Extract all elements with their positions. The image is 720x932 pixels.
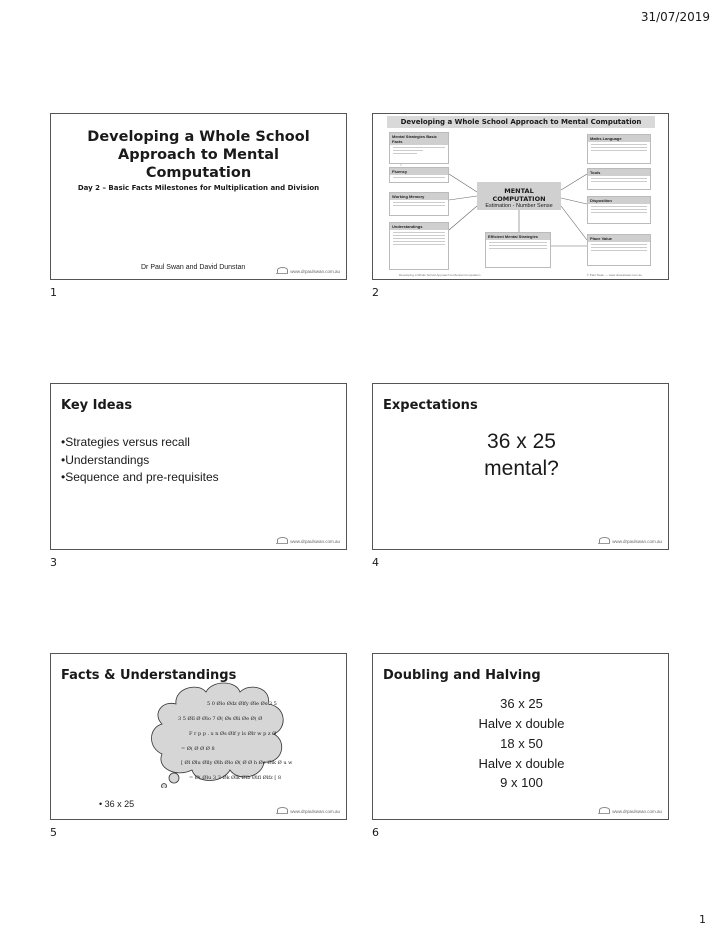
footer-url-text: www.drpaulswan.com.au xyxy=(290,268,340,274)
box-heading: Place Value xyxy=(588,235,650,242)
text-line xyxy=(489,245,547,246)
logo-icon xyxy=(598,808,610,814)
page-number: 1 xyxy=(699,913,706,926)
slide-4-heading: Expectations xyxy=(383,398,478,413)
text-line xyxy=(393,232,445,233)
text-line xyxy=(591,206,647,207)
text-line xyxy=(393,244,445,245)
box-heading: Fluency xyxy=(390,168,448,175)
expectation-expression: 36 x 25 xyxy=(487,430,556,453)
footer-url-text: www.drpaulswan.com.au xyxy=(612,538,662,544)
list-item: •Sequence and pre-requisites xyxy=(61,470,219,484)
text-line xyxy=(393,147,445,148)
box-heading: Maths Language xyxy=(588,135,650,142)
box-heading: Working Memory xyxy=(390,193,448,200)
footer-url xyxy=(276,808,340,814)
text-line xyxy=(591,147,647,148)
step-line-1: 36 x 25 xyxy=(500,696,543,711)
text-line xyxy=(393,150,423,151)
text-line xyxy=(591,181,647,182)
key-ideas-list xyxy=(61,434,219,487)
list-item: •Understandings xyxy=(61,452,150,467)
slide-number-4: 4 xyxy=(372,556,379,569)
text-line xyxy=(591,247,647,248)
cloud-line-5: [ Øl Ølu Ølly Ølh Ølo Ø( Ø Ø h Øe Ølk Ø u w xyxy=(181,760,293,766)
cloud-line-4: = Ø( Ø Ø Ø 8 xyxy=(181,746,215,752)
box-mental-strategies xyxy=(389,132,449,164)
slide-5 xyxy=(50,653,347,820)
slide-2 xyxy=(372,113,669,280)
box-place-value xyxy=(587,234,651,266)
slide-number-3: 3 xyxy=(50,556,57,569)
footer-url xyxy=(276,538,340,544)
step-line-2: Halve x double xyxy=(478,716,565,731)
center-subtitle: Estimation - Number Sense xyxy=(485,203,553,209)
slide-6-heading: Doubling and Halving xyxy=(383,668,541,683)
box-tools xyxy=(587,168,651,190)
slide-1-authors: Dr Paul Swan and David Dunstan xyxy=(141,264,246,271)
text-line xyxy=(393,241,445,242)
center-title: MENTAL COMPUTATION xyxy=(492,187,546,203)
box-heading: Disposition xyxy=(588,197,650,204)
diagram-footer-left: Developing a Whole School Approach to Mental Computation xyxy=(399,273,481,277)
text-line xyxy=(393,235,445,236)
slide-number-1: 1 xyxy=(50,286,57,299)
slide-1-title xyxy=(61,128,336,182)
text-line xyxy=(393,153,417,154)
step-line-4: Halve x double xyxy=(478,756,565,771)
title-line-2: Approach to Mental xyxy=(117,147,280,163)
footer-url xyxy=(598,808,662,814)
cloud-line-6: = Ø( Ølu 3 3 Øk Ølk Ølb Ølfl Ølfz [ 8 xyxy=(189,775,282,781)
text-line xyxy=(591,178,647,179)
footer-url xyxy=(598,538,662,544)
text-line xyxy=(591,244,647,245)
slide-1 xyxy=(50,113,347,280)
title-line-1: Developing a Whole School xyxy=(87,129,310,145)
text-line xyxy=(591,150,647,151)
logo-icon xyxy=(598,538,610,544)
box-heading: Tools xyxy=(588,169,650,176)
slide-5-heading: Facts & Understandings xyxy=(61,668,237,683)
cloud-line-2: 3 5 Ølï Ø Ølo 7 Ø( Øs Øli Øe Ø( Ø xyxy=(178,716,263,722)
footer-url-text: www.drpaulswan.com.au xyxy=(612,808,662,814)
diagram-footer-right: © Paul Swan — www.drpaulswan.com.au xyxy=(586,273,642,277)
slide-1-subtitle: Day 2 – Basic Facts Milestones for Multiplication and Division xyxy=(77,184,320,192)
page-date: 31/07/2019 xyxy=(640,10,710,24)
text-line xyxy=(591,144,647,145)
slide-3-heading: Key Ideas xyxy=(61,398,133,413)
step-line-5: 9 x 100 xyxy=(500,775,543,790)
slide-number-6: 6 xyxy=(372,826,379,839)
box-fluency xyxy=(389,167,449,183)
list-item: •Strategies versus recall xyxy=(61,435,190,449)
text-line xyxy=(393,202,445,203)
diagram-center xyxy=(477,182,561,210)
cloud-line-1: 5 0 Ølo Ødz Ølfy Øle Øs 3 5 xyxy=(207,701,277,707)
text-line xyxy=(591,212,647,213)
step-line-3: 18 x 50 xyxy=(500,736,543,751)
box-understandings xyxy=(389,222,449,270)
expectation-question: mental? xyxy=(484,457,559,480)
text-line xyxy=(393,238,445,239)
slide-6 xyxy=(372,653,669,820)
logo-icon xyxy=(276,268,288,274)
box-heading: Efficient Mental Strategies xyxy=(486,233,550,240)
logo-icon xyxy=(276,538,288,544)
box-maths-language xyxy=(587,134,651,164)
box-disposition xyxy=(587,196,651,224)
box-efficient-strategies xyxy=(485,232,551,268)
footer-url xyxy=(276,268,340,274)
slide-number-2: 2 xyxy=(372,286,379,299)
box-working-memory xyxy=(389,192,449,216)
text-line xyxy=(489,248,547,249)
box-heading: Mental Strategies Basic Facts xyxy=(390,133,448,145)
text-line xyxy=(489,242,547,243)
box-heading: Understandings xyxy=(390,223,448,230)
title-line-3: Computation xyxy=(145,165,252,181)
logo-icon xyxy=(276,808,288,814)
slide-number-5: 5 xyxy=(50,826,57,839)
diagram-header: Developing a Whole School Approach to Mental Computation xyxy=(387,116,655,128)
slide-5-bullet: • 36 x 25 xyxy=(99,799,135,809)
footer-url-text: www.drpaulswan.com.au xyxy=(290,808,340,814)
text-line xyxy=(591,250,647,251)
text-line xyxy=(393,177,445,178)
text-line xyxy=(591,209,647,210)
slide-3 xyxy=(50,383,347,550)
text-line xyxy=(393,205,445,206)
footer-url-text: www.drpaulswan.com.au xyxy=(290,538,340,544)
cloud-line-3: F r p p . x n Øs Ølf y ls Ølr w p z Ø xyxy=(189,731,277,737)
slide-4 xyxy=(372,383,669,550)
